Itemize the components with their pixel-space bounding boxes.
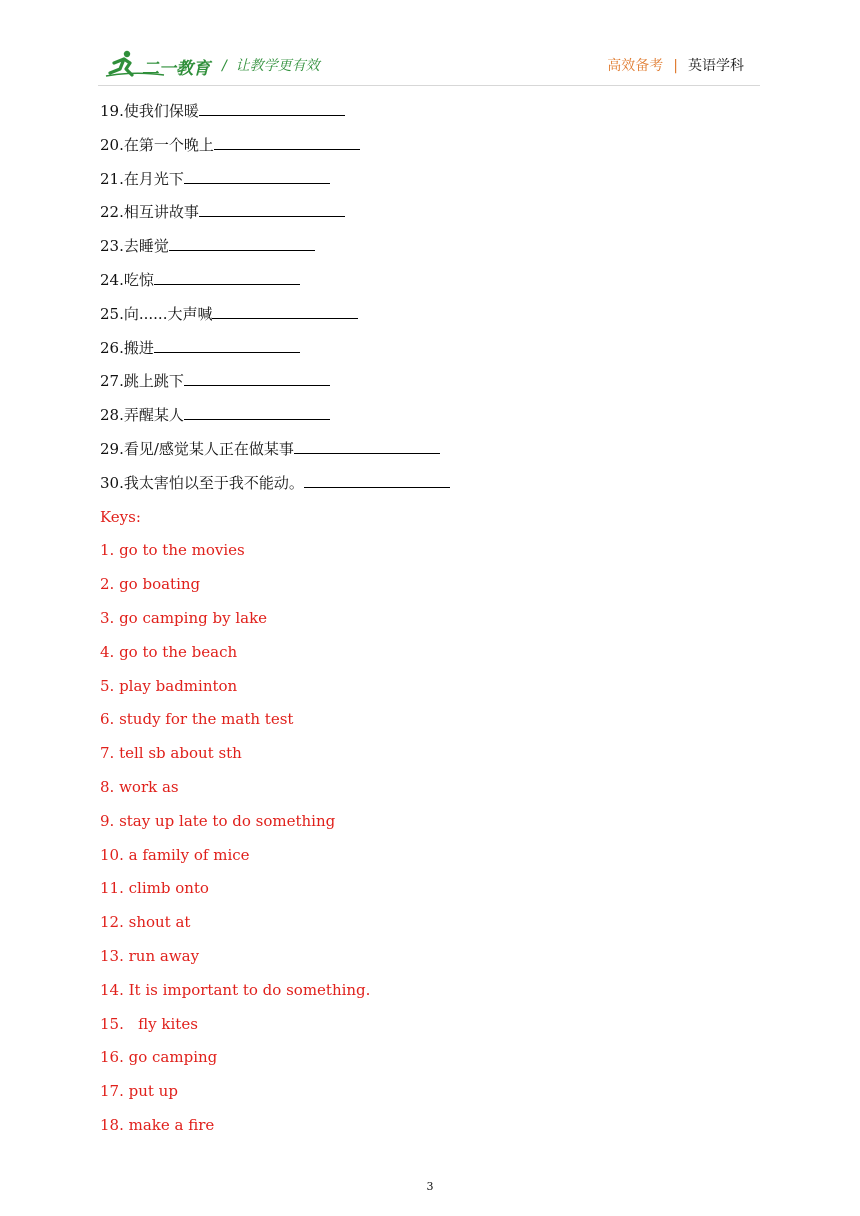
header-divider — [98, 85, 760, 86]
question-item: 23.去睡觉 — [100, 230, 760, 264]
header-slogan: / 让教学更有效 — [222, 58, 320, 74]
answer-blank — [294, 439, 440, 454]
key-item: 5. play badminton — [100, 676, 238, 695]
question-item: 28.弄醒某人 — [100, 399, 760, 433]
header-subject: 英语学科 — [688, 58, 744, 74]
key-item: 17. put up — [100, 1082, 178, 1101]
key-item: 3. go camping by lake — [100, 608, 268, 627]
header-separator: | — [673, 58, 678, 74]
key-item: 16. go camping — [100, 1048, 218, 1067]
key-item: 7. tell sb about sth — [100, 744, 242, 763]
key-item: 1. go to the movies — [100, 541, 245, 560]
question-item: 29.看见/感觉某人正在做某事 — [100, 433, 760, 467]
answer-blank — [154, 338, 300, 353]
question-item: 20.在第一个晚上 — [100, 129, 760, 163]
key-item: 13. run away — [100, 946, 200, 965]
answer-blank — [184, 371, 330, 386]
key-item: 15. fly kites — [100, 1014, 198, 1033]
answer-blank — [199, 202, 345, 217]
key-item: 14. It is important to do something. — [100, 980, 371, 999]
page-number: 3 — [426, 1180, 434, 1193]
answer-blank — [184, 169, 330, 184]
question-item: 21.在月光下 — [100, 163, 760, 197]
answer-blank — [304, 473, 450, 488]
question-item: 25.向......大声喊 — [100, 298, 760, 332]
keys-heading: Keys: — [100, 507, 141, 526]
page-header — [0, 0, 860, 92]
question-item: 19.使我们保暖 — [100, 95, 760, 129]
logo-text: 二一教育 — [142, 59, 210, 79]
key-item: 6. study for the math test — [100, 710, 294, 729]
answer-blank — [199, 101, 345, 116]
answer-blank — [169, 236, 315, 251]
key-item: 2. go boating — [100, 575, 201, 594]
question-item: 30.我太害怕以至于我不能动。 — [100, 467, 760, 501]
header-right — [607, 55, 744, 75]
answer-blank — [184, 405, 330, 420]
answer-blank — [214, 135, 360, 150]
key-item: 8. work as — [100, 777, 179, 796]
question-item: 27.跳上跳下 — [100, 365, 760, 399]
document-body — [100, 95, 760, 1143]
key-item: 9. stay up late to do something — [100, 811, 336, 830]
header-label: 高效备考 — [607, 58, 664, 74]
key-item: 10. a family of mice — [100, 845, 250, 864]
key-item: 4. go to the beach — [100, 642, 238, 661]
question-item: 24.吃惊 — [100, 264, 760, 298]
question-item: 26.搬进 — [100, 332, 760, 366]
key-item: 11. climb onto — [100, 879, 209, 898]
answer-blank — [212, 304, 358, 319]
key-item: 18. make a fire — [100, 1115, 215, 1134]
answer-blank — [154, 270, 300, 285]
question-item: 22.相互讲故事 — [100, 196, 760, 230]
key-item: 12. shout at — [100, 913, 191, 932]
